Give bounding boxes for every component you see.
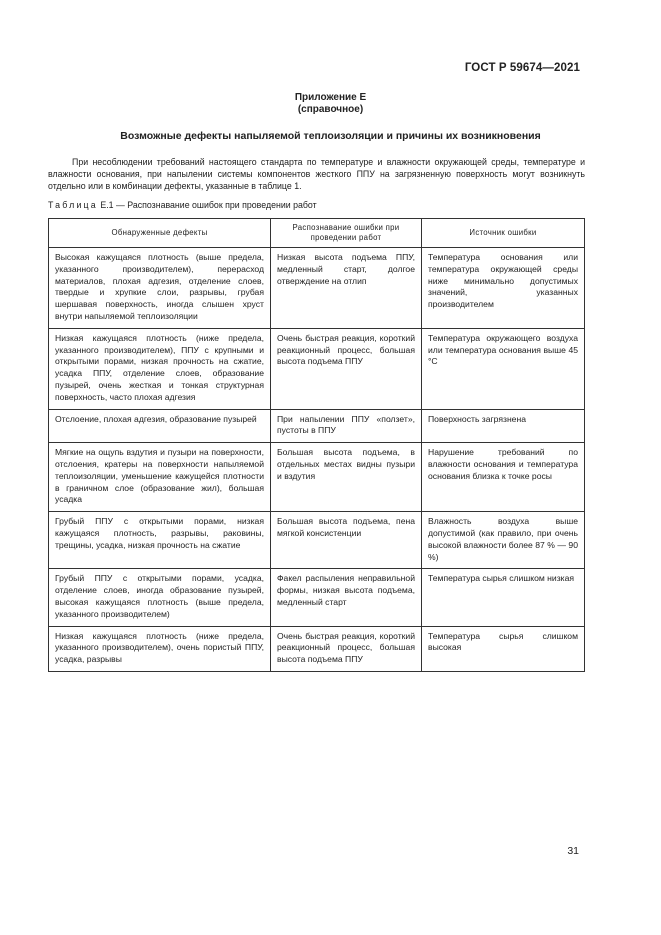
cell-source: Температура окружающего воздуха или температура основания выше 45 °С <box>422 328 585 409</box>
cell-recognition: Очень быстрая реакция, короткий реакционный процесс, большая высота подъема ППУ <box>271 626 422 671</box>
appendix-title: Приложение Е <box>294 92 367 103</box>
header-source: Источник ошибки <box>422 219 585 248</box>
cell-source: Температура сырья слишком низкая <box>422 569 585 626</box>
cell-source: Влажность воздуха выше допустимой (как правило, при очень высокой влажности более 87 % — 90 %) <box>422 512 585 569</box>
intro-text: При несоблюдении требований настоящего стандарта по температуре и влажности окружающей среды, температуре и влажности основания, при напылении системы компонентов жесткого ППУ на загрязненную поверхность могут возникнуть отдельно или в комбинации дефекты, указанные в таблице 1. <box>48 157 585 192</box>
table-row <box>49 248 585 329</box>
cell-source: Температура сырья слишком высокая <box>422 626 585 671</box>
cell-recognition: Большая высота подъема, пена мягкой консистенции <box>271 512 422 569</box>
cell-recognition: Низкая высота подъема ППУ, медленный старт, долгое отверждение на отлип <box>271 248 422 329</box>
table-caption-label: Таблица <box>48 200 98 210</box>
cell-source: Нарушение требований по влажности основания и температура основания близка к точке росы <box>422 443 585 512</box>
cell-defects: Низкая кажущаяся плотность (ниже предела, указанного производителем), ППУ с крупными и открытыми порами, низкая прочность на сжатие, усадка ППУ, отделение слоев, образование пузырей, очень жесткая и тонкая структурная поверхность, часто плохая адгезия <box>49 328 271 409</box>
table-row <box>49 328 585 409</box>
cell-defects: Грубый ППУ с открытыми порами, усадка, отделение слоев, иногда образование пузырей, высокая кажущаяся плотность (выше предела, указанного производителем) <box>49 569 271 626</box>
standard-designation: ГОСТ Р 59674—2021 <box>464 62 580 74</box>
cell-source: Поверхность загрязнена <box>422 409 585 443</box>
table-row <box>49 443 585 512</box>
page-number: 31 <box>567 845 579 857</box>
cell-defects: Грубый ППУ с открытыми порами, низкая кажущаяся плотность, разрывы, раковины, трещины, усадка, низкая прочность на сжатие <box>49 512 271 569</box>
intro-paragraph <box>48 156 585 193</box>
table-caption-text: Е.1 — Распознавание ошибок при проведении работ <box>100 200 317 210</box>
appendix-subtitle: (справочное) <box>297 104 364 115</box>
cell-recognition: При напылении ППУ «ползет», пустоты в ППУ <box>271 409 422 443</box>
cell-source: Температура основания или температура окружающей среды ниже минимально допустимых значений, указанных производителем <box>422 248 585 329</box>
header-recognition: Распознавание ошибки при проведении работ <box>271 219 422 248</box>
cell-defects: Низкая кажущаяся плотность (ниже предела, указанного производителем), очень пористый ППУ, усадка, разрывы <box>49 626 271 671</box>
cell-defects: Отслоение, плохая адгезия, образование пузырей <box>49 409 271 443</box>
table-row <box>49 512 585 569</box>
table-row <box>49 409 585 443</box>
cell-recognition: Факел распыления неправильной формы, низкая высота подъема, медленный старт <box>271 569 422 626</box>
cell-defects: Высокая кажущаяся плотность (выше предела, указанного производителем), перерасход материалов, плохая адгезия, отделение слоев, твердые и хрупкие слои, разрывы, грубая шершавая поверхность, иногда слышен хруст внутри напыляемой теплоизоляции <box>49 248 271 329</box>
defects-table <box>48 218 585 672</box>
table-row <box>49 626 585 671</box>
cell-recognition: Большая высота подъема, в отдельных местах видны пузыри и вздутия <box>271 443 422 512</box>
appendix-heading: Возможные дефекты напыляемой теплоизоляции и причины их возникновения <box>120 130 541 142</box>
cell-defects: Мягкие на ощупь вздутия и пузыри на поверхности, отслоения, кратеры на поверхности напыляемой теплоизоляции, уменьшение кажущейся плотности в граничном слое (образование жил), большая усадка <box>49 443 271 512</box>
table-caption <box>48 200 317 210</box>
cell-recognition: Очень быстрая реакция, короткий реакционный процесс, большая высота подъема ППУ <box>271 328 422 409</box>
appendix-label <box>0 92 661 116</box>
header-defects: Обнаруженные дефекты <box>49 219 271 248</box>
table-header-row <box>49 219 585 248</box>
table-row <box>49 569 585 626</box>
